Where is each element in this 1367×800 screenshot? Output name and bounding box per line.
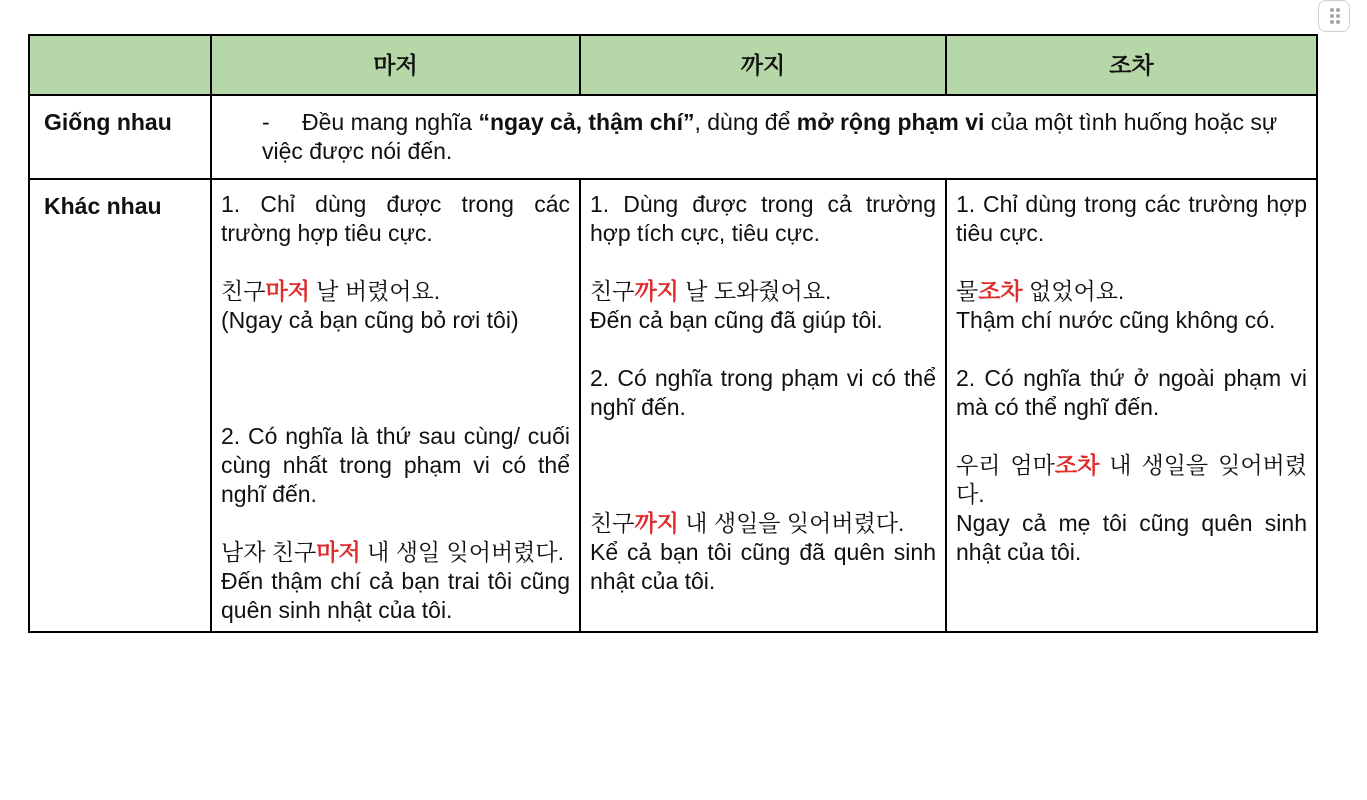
kkaji-highlight-2: 까지	[634, 510, 679, 536]
different-label: Khác nhau	[29, 179, 211, 632]
similar-label: Giống nhau	[29, 95, 211, 179]
jocha-usage-2: 2. Có nghĩa thứ ở ngoài phạm vi mà có thể nghĩ đến.	[956, 365, 1307, 420]
majeo-translation-2: Đến thậm chí cả bạn trai tôi cũng quên sinh nhật của tôi.	[221, 568, 570, 623]
kkaji-example-1: 친구까지 날 도와줬어요.	[590, 278, 832, 304]
majeo-example-2: 남자 친구마저 내 생일 잊어버렸다.	[221, 539, 565, 565]
header-empty-cell	[29, 35, 211, 95]
kkaji-highlight: 까지	[634, 278, 679, 304]
jocha-translation-2: Ngay cả mẹ tôi cũng quên sinh nhật của tôi.	[956, 510, 1307, 565]
header-jocha: 조차	[946, 35, 1317, 95]
jocha-highlight: 조차	[978, 278, 1023, 304]
kkaji-usage-1: 1. Dùng được trong cả trường hợp tích cực, tiêu cực.	[590, 191, 936, 246]
majeo-cell	[211, 179, 580, 632]
similar-text-1: Đều mang nghĩa	[302, 109, 479, 135]
similar-bold-scope: mở rộng phạm vi	[796, 109, 985, 135]
header-majeo: 마저	[211, 35, 580, 95]
similar-text-2: , dùng để	[694, 109, 797, 135]
jocha-cell	[946, 179, 1317, 632]
jocha-translation-1: Thậm chí nước cũng không có.	[956, 307, 1276, 333]
jocha-highlight-2: 조차	[1054, 452, 1100, 478]
majeo-example-1: 친구마저 날 버렸어요.	[221, 278, 441, 304]
header-row	[29, 35, 1317, 95]
similar-description	[211, 95, 1317, 179]
kkaji-cell	[580, 179, 946, 632]
majeo-highlight: 마저	[265, 278, 310, 304]
kkaji-translation-1: Đến cả bạn cũng đã giúp tôi.	[590, 307, 883, 333]
similar-bold-meaning: “ngay cả, thậm chí”	[478, 109, 695, 135]
majeo-highlight-2: 마저	[316, 539, 361, 565]
comparison-table	[28, 34, 1318, 633]
kkaji-usage-2: 2. Có nghĩa trong phạm vi có thể nghĩ đến.	[590, 365, 936, 420]
header-kkaji: 까지	[580, 35, 946, 95]
kkaji-translation-2: Kể cả bạn tôi cũng đã quên sinh nhật của tôi.	[590, 539, 936, 594]
similar-text-3: của một tình huống hoặc sự việc được nói đến.	[262, 109, 1278, 164]
majeo-translation-1: (Ngay cả bạn cũng bỏ rơi tôi)	[221, 307, 519, 333]
similar-row	[29, 95, 1317, 179]
bullet-dash: -	[262, 109, 270, 135]
jocha-usage-1: 1. Chỉ dùng trong các trường hợp tiêu cực.	[956, 191, 1307, 246]
jocha-example-2: 우리 엄마조차 내 생일을 잊어버렸다.	[956, 452, 1307, 507]
kkaji-example-2: 친구까지 내 생일을 잊어버렸다.	[590, 510, 905, 536]
different-row	[29, 179, 1317, 632]
majeo-usage-2: 2. Có nghĩa là thứ sau cùng/ cuối cùng nhất trong phạm vi có thể nghĩ đến.	[221, 423, 570, 507]
jocha-example-1: 물조차 없었어요.	[956, 278, 1125, 304]
majeo-usage-1: 1. Chỉ dùng được trong các trường hợp tiêu cực.	[221, 191, 570, 246]
drag-handle-icon[interactable]	[1318, 0, 1350, 32]
